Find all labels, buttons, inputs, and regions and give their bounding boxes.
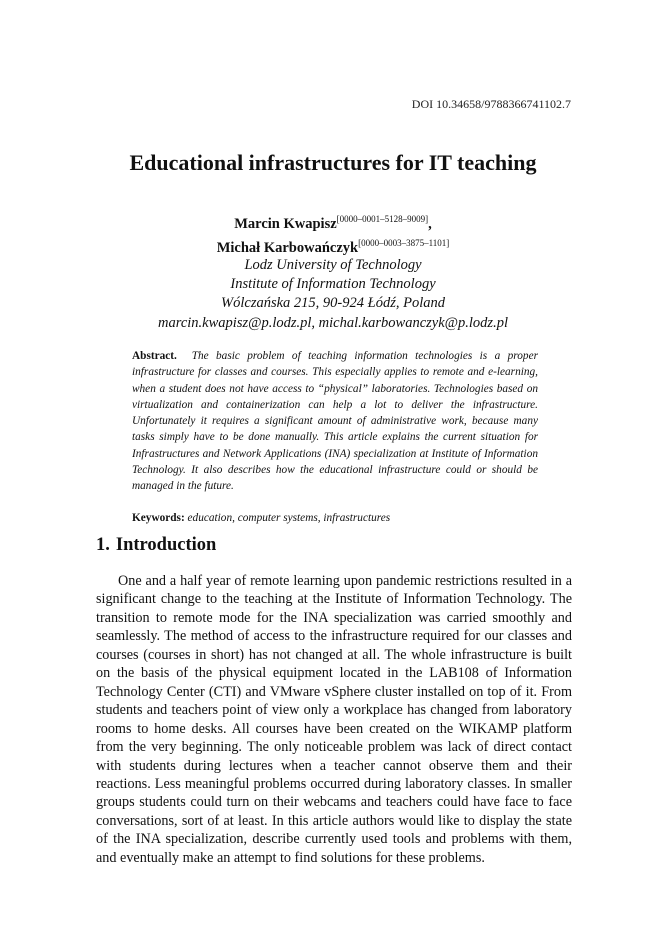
section-title: Introduction bbox=[115, 535, 217, 555]
author-list bbox=[0, 210, 666, 258]
author-emails: marcin.kwapisz@p.lodz.pl, michal.karbowanczyk@p.lodz.pl bbox=[158, 314, 508, 331]
section-number: 1. bbox=[96, 535, 110, 555]
author-name: Marcin Kwapisz bbox=[234, 216, 337, 232]
abstract bbox=[132, 348, 538, 495]
paper-title: Educational infrastructures for IT teaching bbox=[129, 150, 537, 175]
postal-address: Wólczańska 215, 90-924 Łódź, Poland bbox=[221, 295, 445, 312]
abstract-label: Abstract. bbox=[132, 350, 177, 362]
abstract-text: The basic problem of teaching information technologies is a proper infrastructure for classes and courses. This especially applies to remote and e-learning, when a student does not have access to “physical” laboratories. Technologies based on virtualization and containerization can help a lot to deliver the infrastructure. Unfortunately it requires a significant amount of administrative work, because many tasks simply have to be done manually. This article explains the current situation for Infrastructures and Network Applications (INA) specialization at Institute of Information Technology. It also describes how the educational infrastructure could or should be managed in the future. bbox=[132, 350, 538, 493]
affiliation-block bbox=[0, 256, 666, 333]
author-name: Michał Karbowańczyk bbox=[216, 240, 359, 256]
author-line bbox=[0, 210, 666, 234]
keywords-label: Keywords: bbox=[132, 512, 185, 524]
author-line bbox=[0, 234, 666, 258]
keywords bbox=[132, 510, 538, 526]
author-separator: , bbox=[428, 216, 432, 232]
author-orcid: [0000–0003–3875–1101] bbox=[358, 238, 450, 248]
keywords-text: education, computer systems, infrastructures bbox=[187, 512, 391, 524]
university-name: Lodz University of Technology bbox=[244, 257, 422, 273]
section-heading bbox=[96, 535, 216, 556]
intro-paragraph: One and a half year of remote learning upon pandemic restrictions resulted in a significant change to the teaching at the Institute of Information Technology. The transition to remote mode for the INA specialization was carried smoothly and seamlessly. The method of access to the infrastructure required for our classes and courses (courses in short) has not changed at all. The whole infrastructure is built on the basis of the physical equipment located in the LAB108 of Information Technology Center (CTI) and VMware vSphere cluster installed on top of it. From students and teachers point of view only a workplace has changed from laboratory rooms to home desks. All courses have been created on the WIKAMP platform from the very beginning. The only noticeable problem was lack of direct contact with students during lectures when a teacher cannot observe them and their reactions. Less meaningful problems occurred during laboratory classes. In smaller groups students could turn on their webcams and teachers could have face to face conversations, sort of at least. In this article authors would like to display the state of the INA specialization, describe currently used tools and problems with them, and eventually make an attempt to find solutions for these problems. bbox=[96, 573, 572, 866]
doi-header: DOI 10.34658/9788366741102.7 bbox=[411, 97, 571, 111]
author-orcid: [0000–0001–5128–9009] bbox=[336, 214, 429, 224]
institute-name: Institute of Information Technology bbox=[230, 276, 436, 293]
